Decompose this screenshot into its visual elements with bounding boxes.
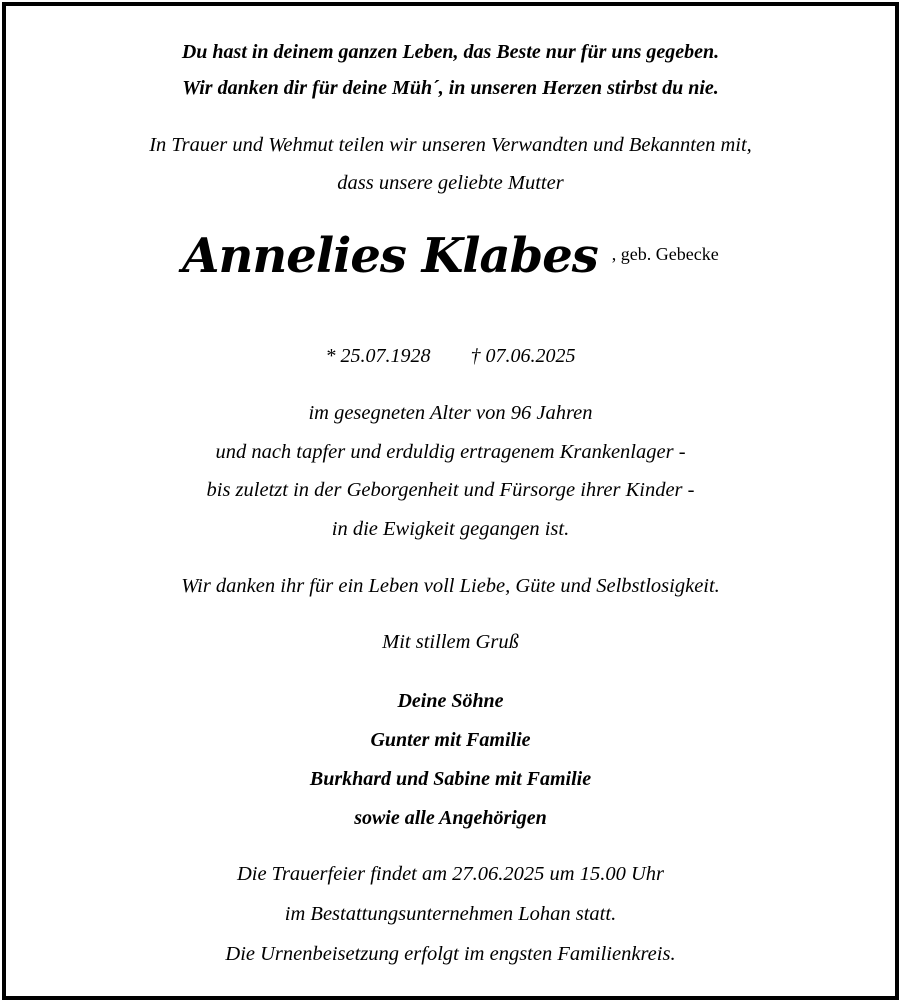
body-line-2: und nach tapfer und erduldig ertragenem Krankenlager - — [215, 440, 686, 463]
deceased-name: Annelies Klabes — [182, 228, 598, 284]
deceased-name-line — [6, 228, 895, 298]
family-line-3: Burkhard und Sabine mit Familie — [309, 768, 592, 790]
family-signatures — [6, 682, 895, 838]
obituary-frame — [2, 2, 899, 1000]
family-line-2: Gunter mit Familie — [370, 729, 531, 751]
motto-verse — [6, 34, 895, 106]
life-dates — [6, 340, 895, 372]
family-line-4: sowie alle Angehörigen — [354, 807, 547, 829]
birth-date: * 25.07.1928 — [325, 345, 431, 367]
intro-line-1: In Trauer und Wehmut teilen wir unseren Verwandten und Bekannten mit, — [149, 134, 752, 156]
motto-line-1: Du hast in deinem ganzen Leben, das Beste nur für uns gegeben. — [181, 41, 720, 63]
thanks-line: Wir danken ihr für ein Leben voll Liebe, Güte und Selbstlosigkeit. — [181, 575, 720, 597]
death-date: † 07.06.2025 — [470, 345, 576, 367]
service-line-3: Die Urnenbeisetzung erfolgt im engsten Familienkreis. — [225, 943, 676, 965]
intro-text — [6, 126, 895, 202]
greeting-line: Mit stillem Gruß — [382, 631, 519, 653]
obituary-content — [6, 6, 895, 996]
body-line-1: im gesegneten Alter von 96 Jahren — [308, 402, 593, 424]
service-line-1: Die Trauerfeier findet am 27.06.2025 um 15.00 Uhr — [236, 863, 665, 885]
body-line-4: in die Ewigkeit gegangen ist. — [331, 517, 570, 540]
birth-name: , geb. Gebecke — [611, 244, 719, 264]
family-line-1: Deine Söhne — [397, 690, 504, 712]
motto-line-2: Wir danken dir für deine Müh´, in unseren Herzen stirbst du nie. — [182, 77, 719, 99]
intro-line-2: dass unsere geliebte Mutter — [337, 172, 564, 194]
service-line-2: im Bestattungsunternehmen Lohan statt. — [284, 903, 617, 925]
service-info — [6, 854, 895, 974]
body-line-3: bis zuletzt in der Geborgenheit und Fürsorge ihrer Kinder - — [206, 479, 695, 501]
body-text — [6, 394, 895, 548]
